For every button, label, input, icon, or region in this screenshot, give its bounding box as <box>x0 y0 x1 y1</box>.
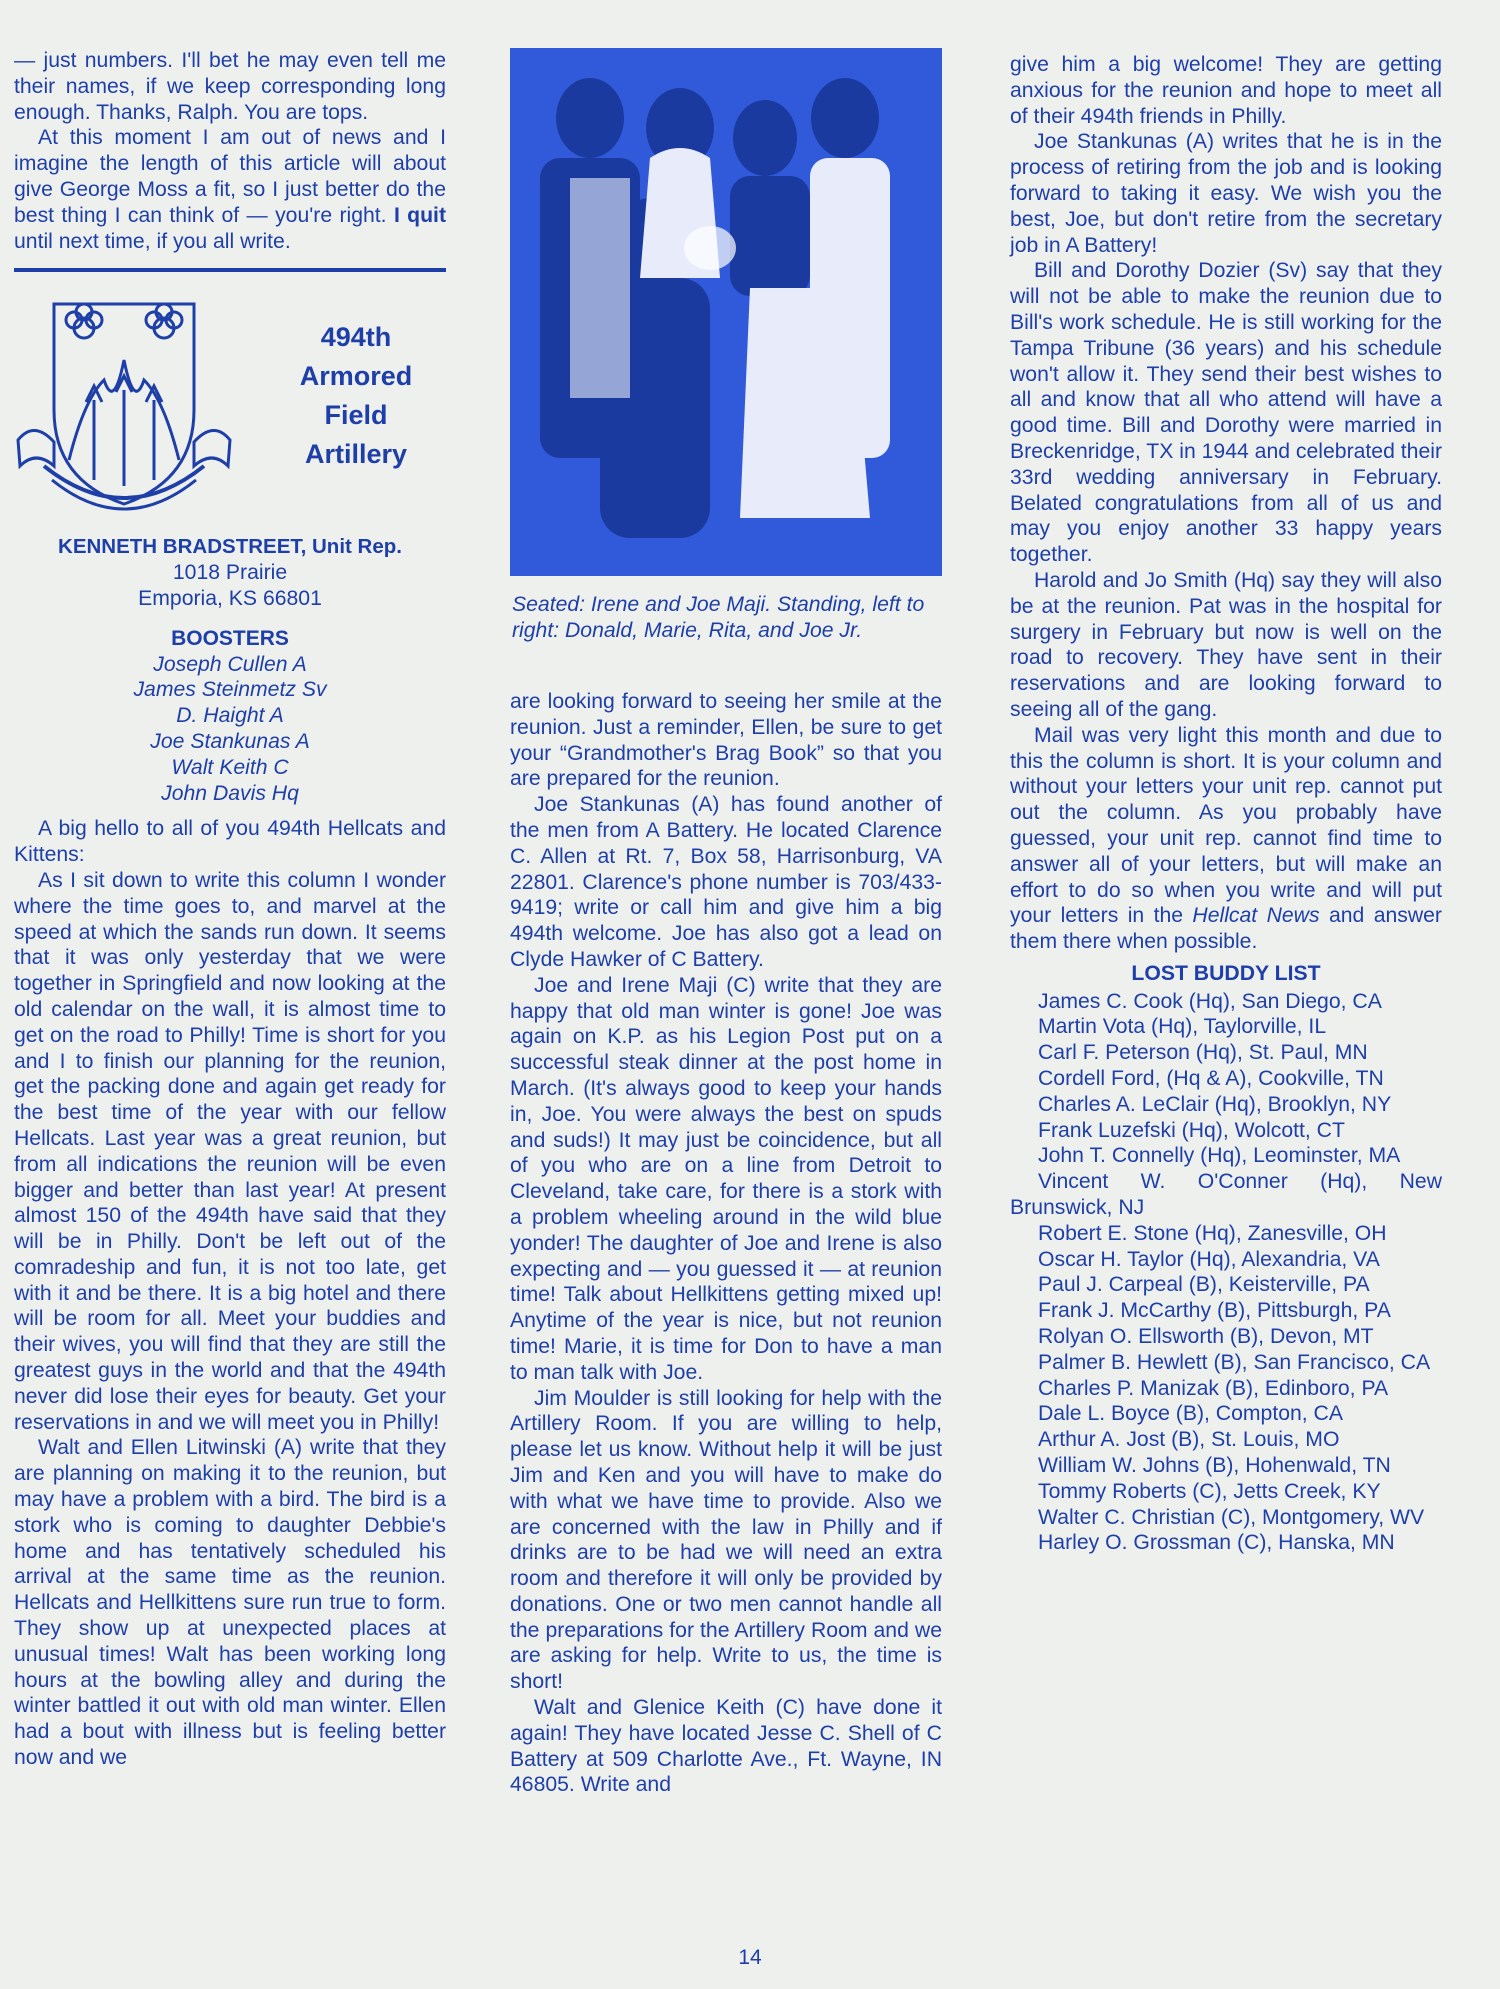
list-item: Rolyan O. Ellsworth (B), Devon, MT <box>1038 1325 1374 1349</box>
lost-buddy-heading: LOST BUDDY LIST <box>1131 961 1321 985</box>
quit-bold: I quit <box>393 203 446 227</box>
list-item: Carl F. Peterson (Hq), St. Paul, MN <box>1038 1041 1368 1065</box>
list-item: Paul J. Carpeal (B), Keisterville, PA <box>1038 1273 1370 1297</box>
unit-rep-block <box>14 534 446 611</box>
list-item: Charles P. Manizak (B), Edinboro, PA <box>1038 1376 1389 1400</box>
photo-illustration <box>510 48 942 576</box>
booster-item: James Steinmetz Sv <box>133 678 327 702</box>
paragraph: Mail was very light this month and due to this the column is short. It is your column and without your letters your unit rep. cannot put out the column. As you probably have guessed, your unit rep. cannot find time to answer all of your letters, but will make an effort to do so when you write and will put your letters in the Hellcat News and answer them there when possible. <box>1010 723 1442 954</box>
booster-item: Walt Keith C <box>171 755 289 779</box>
booster-item: D. Haight A <box>176 704 284 728</box>
unit-crest-icon <box>14 290 234 526</box>
paragraph: Bill and Dorothy Dozier (Sv) say that they will not be able to make the reunion due to Bill's work schedule. He is still working for the Tampa Tribune (36 years) and his schedule won't allow it. They send their best wishes to all and know that all who attend will have a good time. Bill and Dorothy were married in Breckenridge, TX in 1944 and celebrated their 33rd wedding anniversary in February. Belated congratulations from all of us and may you enjoy another 33 happy years together. <box>1010 259 1442 567</box>
paragraph: Joe and Irene Maji (C) write that they are happy that old man winter is gone! Joe was again on K.P. as his Legion Post put on a successful steak dinner at the post home in March. (It's always good to keep your hands in, Joe. You were always the best on spuds and suds!) It may just be coincidence, but all of you who are on a line from Detroit to Cleveland, take care, for there is a stork with a problem wheeling around in the wild blue yonder! The daughter of Joe and Irene is also expecting and — you guessed it — at reunion time! Talk about Hellkittens getting mixed up! Anytime of the year is nice, but not reunion time! Marie, it is time for Don to have a man to man talk with Joe. <box>510 973 942 1384</box>
paragraph: Walt and Glenice Keith (C) have done it again! They have located Jesse C. Shell of C Battery at 509 Charlotte Ave., Ft. Wayne, IN 46805. Write and <box>510 1696 942 1797</box>
list-item: Harley O. Grossman (C), Hanska, MN <box>1038 1531 1395 1555</box>
publication-title: Hellcat News <box>1192 904 1320 928</box>
paragraph: Harold and Jo Smith (Hq) say they will also be at the reunion. Pat was in the hospital for surgery in February but now is well on the road to recovery. They have sent in their reservations and are looking forward to seeing all of the gang. <box>1010 568 1442 721</box>
boosters-heading: BOOSTERS <box>171 626 289 650</box>
booster-item: Joseph Cullen A <box>153 652 307 676</box>
list-item: Charles A. LeClair (Hq), Brooklyn, NY <box>1038 1092 1392 1116</box>
list-item: Cordell Ford, (Hq & A), Cookville, TN <box>1038 1067 1384 1091</box>
unit-header <box>14 290 446 530</box>
list-item: James C. Cook (Hq), San Diego, CA <box>1038 989 1382 1013</box>
section-divider <box>14 268 446 272</box>
list-item: Dale L. Boyce (B), Compton, CA <box>1038 1402 1343 1426</box>
paragraph: Joe Stankunas (A) has found another of the men from A Battery. He located Clarence C. Allen at Rt. 7, Box 58, Harrisonburg, VA 22801. Clarence's phone number is 703/433-9419; write or call him and give him a big 494th welcome. Joe has also got a lead on Clyde Hawker of C Battery. <box>510 793 942 971</box>
list-item: Arthur A. Jost (B), St. Louis, MO <box>1038 1428 1340 1452</box>
paragraph: are looking forward to seeing her smile at the reunion. Just a reminder, Ellen, be sure to get your “Grandmother's Brag Book” so that you are prepared for the reunion. <box>510 690 942 791</box>
paragraph: give him a big welcome! They are getting anxious for the reunion and hope to meet all of their 494th friends in Philly. <box>1010 53 1442 128</box>
list-item: Robert E. Stone (Hq), Zanesville, OH <box>1038 1221 1387 1245</box>
paragraph: As I sit down to write this column I wonder where the time goes to, and marvel at the speed at which the sands run down. It seems that it was only yesterday that we were together in Springfield and now looking at the old calendar on the wall, it is almost time to get on the road to Philly! Time is short for you and I to finish our planning for the reunion, get the packing done and again get ready for the best time of the year with our fellow Hellcats. Last year was a great reunion, but from all indications the reunion will be even bigger and better than last year! At present almost 150 of the 494th have said that they will be in Philly. Don't be left out of the comradeship and fun, it is not too late, get with it and be there. It is a big hotel and there will be room for all. Meet your buddies and their wives, you will find that they are still the greatest guys in the world and that the 494th never did lose their eyes for beauty. Get your reservations in and we will meet you in Philly! <box>14 868 446 1434</box>
paragraph: — just numbers. I'll bet he may even tell me their names, if we keep corresponding long enough. Thanks, Ralph. You are tops. <box>14 49 446 124</box>
boosters-list <box>14 652 446 807</box>
list-item: Frank Luzefski (Hq), Wolcott, CT <box>1038 1118 1345 1142</box>
list-item: Walter C. Christian (C), Montgomery, WV <box>1038 1505 1425 1529</box>
list-item: Tommy Roberts (C), Jetts Creek, KY <box>1038 1479 1381 1503</box>
list-item: Vincent W. O'Conner (Hq), New Brunswick, NJ <box>1010 1170 1442 1220</box>
list-item: Oscar H. Taylor (Hq), Alexandria, VA <box>1038 1247 1380 1271</box>
address-line: 1018 Prairie <box>172 561 288 585</box>
unit-rep-name: KENNETH BRADSTREET, Unit Rep. <box>58 535 402 559</box>
paragraph: A big hello to all of you 494th Hellcats and Kittens: <box>14 817 446 867</box>
column-1 <box>14 48 446 1771</box>
paragraph: Joe Stankunas (A) writes that he is in the process of retiring from the job and is looking forward to taking it easy. We wish you the best, Joe, but don't retire from the secretary job in A Battery! <box>1010 130 1442 257</box>
paragraph: Jim Moulder is still looking for help with the Artillery Room. If you are willing to help, please let us know. Without help it will be just Jim and Ken and you will have to make do with what we have time to provide. Also we are concerned with the law in Philly and if drinks are to be had we will need an extra room and therefore it will only be provided by donations. One or two men cannot handle all the preparations for the Artillery Room and we are asking for help. Write to us, the time is short! <box>510 1386 942 1694</box>
paragraph: At this moment I am out of news and I imagine the length of this article will about give George Moss a fit, so I just better do the best thing I can think of — you're right. I quit until next time, if you all write. <box>14 126 446 253</box>
booster-item: Joe Stankunas A <box>150 729 310 753</box>
list-item: John T. Connelly (Hq), Leominster, MA <box>1038 1144 1401 1168</box>
photo-caption: Seated: Irene and Joe Maji. Standing, left to right: Donald, Marie, Rita, and Joe Jr. <box>512 593 925 642</box>
family-photo <box>510 48 942 576</box>
list-item: William W. Johns (B), Hohenwald, TN <box>1038 1454 1391 1478</box>
unit-title: 494th Armored Field Artillery <box>299 322 413 470</box>
page-number: 14 <box>738 1946 762 1969</box>
booster-item: John Davis Hq <box>161 781 299 805</box>
list-item: Martin Vota (Hq), Taylorville, IL <box>1038 1015 1327 1039</box>
column-2 <box>510 689 942 1798</box>
lost-buddy-list <box>1010 989 1442 1557</box>
list-item: Frank J. McCarthy (B), Pittsburgh, PA <box>1038 1299 1391 1323</box>
paragraph: Walt and Ellen Litwinski (A) write that they are planning on making it to the reunion, but may have a problem with a bird. The bird is a stork who is coming to daughter Debbie's home and has tentatively scheduled his arrival at the same time as the reunion. Hellcats and Hellkittens sure run true to form. They show up at unexpected places at unusual times! Walt has been working long hours at the bowling alley and during the winter battled it out with old man winter. Ellen had a bout with illness but is feeling better now and we <box>14 1436 446 1770</box>
list-item: Palmer B. Hewlett (B), San Francisco, CA <box>1038 1350 1431 1374</box>
address-line: Emporia, KS 66801 <box>138 586 322 610</box>
column-3 <box>1010 52 1442 1556</box>
